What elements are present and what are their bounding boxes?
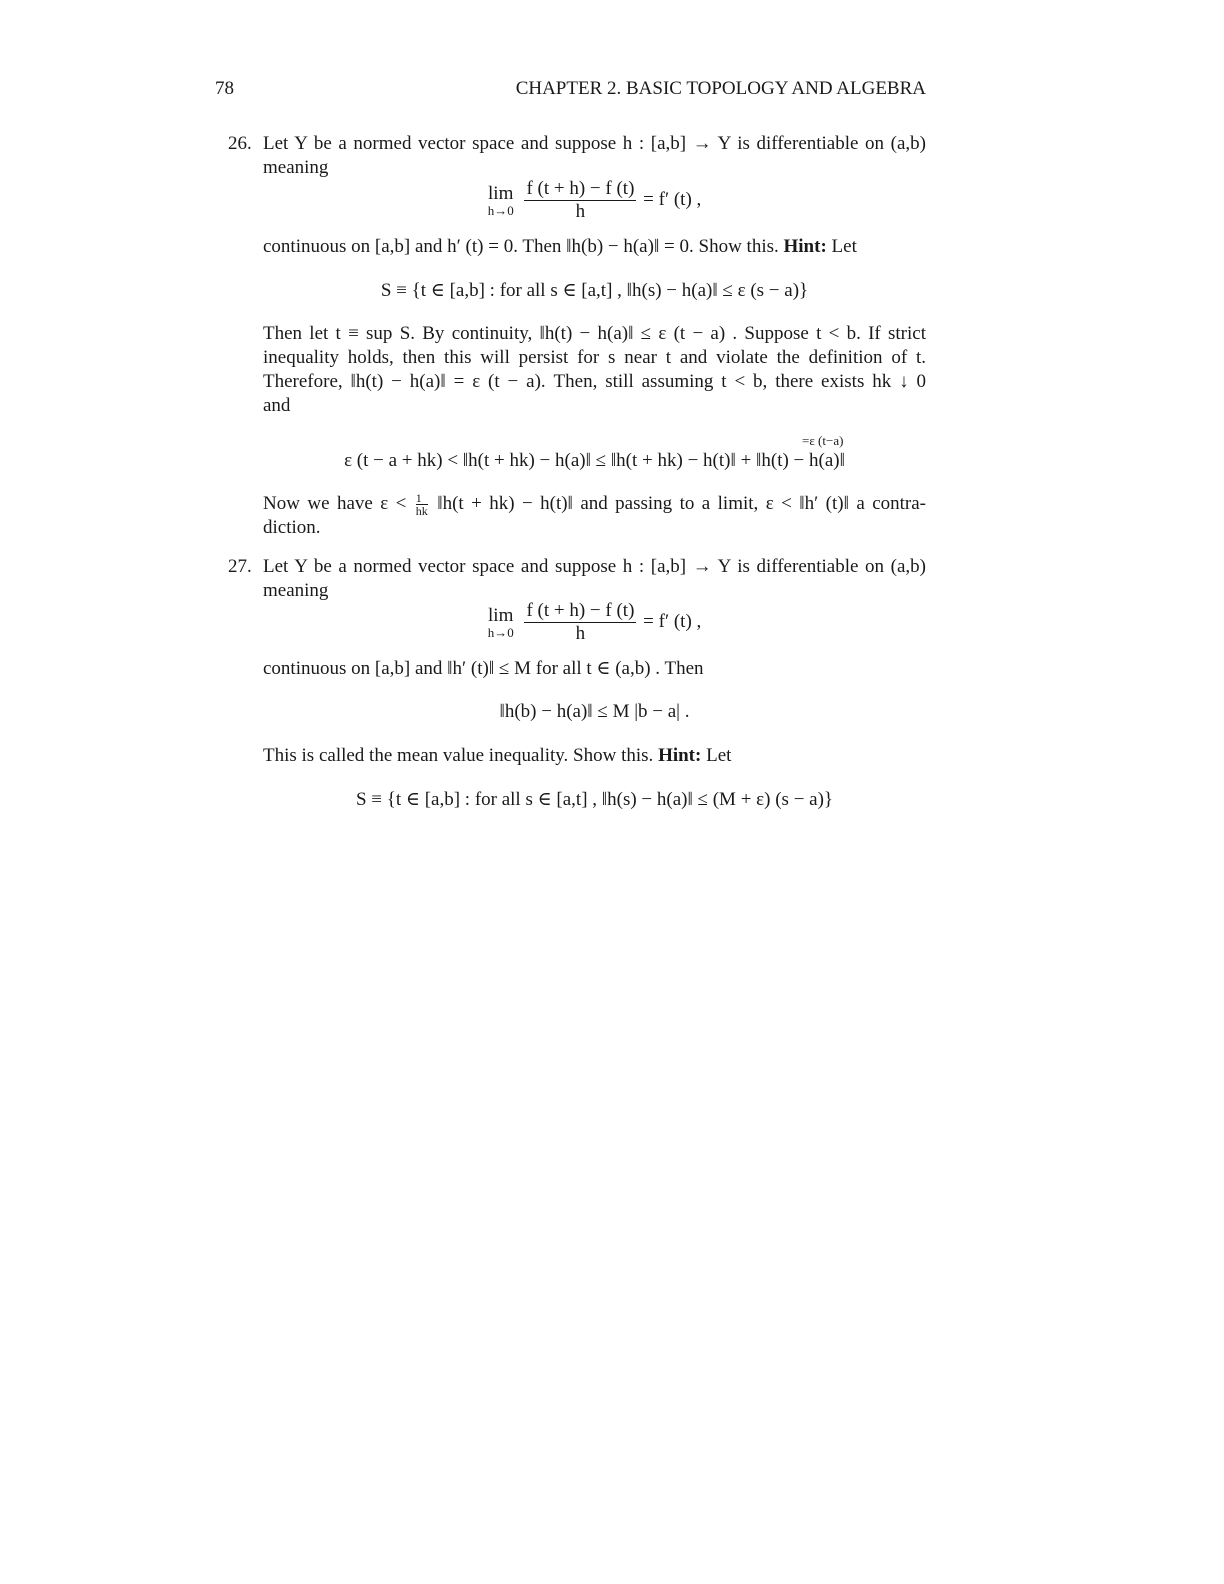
continuous-line-27: continuous on [a,b] and ‖h′ (t)‖ ≤ M for all t ∈ (a,b) . Then (263, 658, 704, 679)
hint-tail: Let (701, 745, 732, 766)
problem-number: 26. (228, 133, 252, 154)
hint-label: Hint: (783, 236, 827, 257)
limit-equation-27 (263, 600, 926, 645)
denominator: h (575, 201, 586, 222)
hint-label: Hint: (658, 745, 702, 766)
lim-subscript: h→0 (487, 202, 514, 218)
denominator: h (575, 623, 586, 644)
running-header (215, 78, 926, 100)
frac-numerator: 1 (416, 492, 428, 505)
limit-operator (488, 184, 514, 218)
problem-number: 27. (228, 556, 252, 577)
now-line-2: diction. (263, 517, 321, 538)
problem-intro: Let Y be a normed vector space and suppose h : [a,b] → Y is differentiable on (a,b) (263, 556, 926, 577)
paragraph-line-2: inequality holds, then this will persist for s near t and violate the definition of t. (263, 347, 926, 368)
limit-rhs: = f′ (t) , (643, 188, 702, 210)
limit-operator (488, 606, 514, 640)
paragraph-line-3: Therefore, ‖h(t) − h(a)‖ = ε (t − a). Then, still assuming t < b, there exists hk ↓ 0 (263, 371, 926, 392)
reciprocal-fraction (416, 492, 428, 517)
mean-value-inequality: ‖h(b) − h(a)‖ ≤ M |b − a| . (499, 701, 690, 722)
set-definition-27: S ≡ {t ∈ [a,b] : for all s ∈ [a,t] , ‖h(s) − h(a)‖ ≤ (M + ε) (s − a)} (355, 789, 834, 810)
problem-intro-cont: meaning (263, 157, 329, 178)
now-line-1 (263, 492, 926, 517)
numerator: f (t + h) − f (t) (526, 178, 635, 199)
numerator: f (t + h) − f (t) (526, 600, 635, 621)
limit-rhs: = f′ (t) , (643, 610, 702, 632)
paragraph-line-1: Then let t ≡ sup S. By continuity, ‖h(t) − h(a)‖ ≤ ε (t − a) . Suppose t < b. If strict (263, 323, 926, 344)
called-line (263, 744, 926, 768)
problem-27 (228, 555, 926, 603)
chapter-title: CHAPTER 2. BASIC TOPOLOGY AND ALGEBRA (515, 78, 926, 99)
paragraph-line-4: and (263, 395, 291, 416)
problem-intro-cont: meaning (263, 580, 329, 601)
now-text-a: Now we have ε < (263, 493, 407, 514)
overbrace-label: =ε (t−a) (802, 433, 844, 448)
problem-intro: Let Y be a normed vector space and suppose h : [a,b] → Y is differentiable on (a,b) (263, 133, 926, 154)
continuous-line-26 (263, 235, 926, 259)
set-definition-26: S ≡ {t ∈ [a,b] : for all s ∈ [a,t] , ‖h(s) − h(a)‖ ≤ ε (s − a)} (380, 280, 809, 301)
difference-quotient (524, 600, 636, 645)
lim-subscript: h→0 (487, 624, 514, 640)
lim-word: lim (488, 604, 514, 626)
lim-word: lim (488, 182, 514, 204)
now-text-b: ‖h(t + hk) − h(t)‖ and passing to a limit, ε < ‖h′ (t)‖ a contra- (437, 493, 927, 514)
inequality-chain: ε (t − a + hk) < ‖h(t + hk) − h(a)‖ ≤ ‖h(t + hk) − h(t)‖ + ‖h(t) − h(a)‖ (344, 450, 845, 471)
page-number: 78 (215, 78, 234, 99)
hint-tail: Let (826, 236, 857, 257)
called-text: This is called the mean value inequality. Show this. (263, 745, 654, 766)
difference-quotient (524, 178, 636, 223)
problem-26 (228, 132, 926, 180)
frac-denominator: hk (415, 504, 428, 519)
limit-equation-26 (263, 178, 926, 223)
continuous-text: continuous on [a,b] and h′ (t) = 0. Then ‖h(b) − h(a)‖ = 0. Show this. (263, 236, 779, 257)
